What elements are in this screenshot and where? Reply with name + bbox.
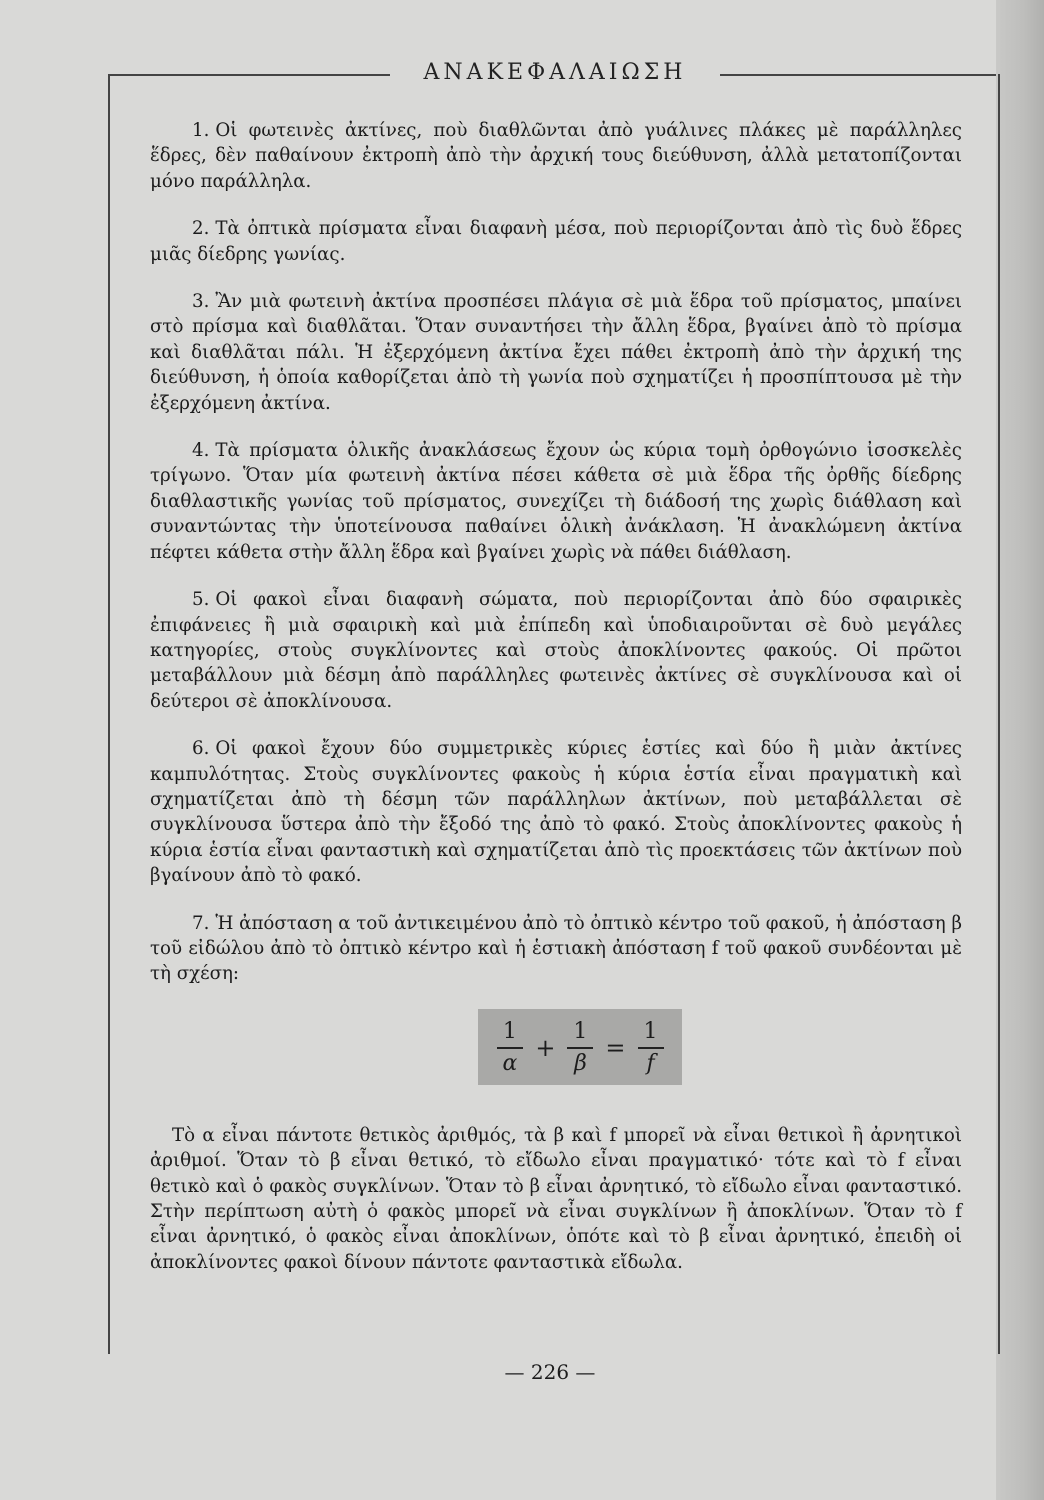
item-text: Τὰ ὀπτικὰ πρίσματα εἶναι διαφανὴ μέσα, ποὺ περιορίζονται ἀπὸ τὶς δυὸ ἕδρες μιᾶς δίεδρης γωνίας. bbox=[150, 218, 962, 265]
item-text: Ἂν μιὰ φωτεινὴ ἀκτίνα προσπέσει πλάγια σὲ μιὰ ἕδρα τοῦ πρίσματος, μπαίνει στὸ πρίσμα καὶ διαθλᾶται. Ὅταν συναντήσει τὴν ἄλλη ἕδρα, βγαίνει ἀπὸ τὸ πρίσμα καὶ διαθλᾶται πάλι. Ἡ ἐξερχόμενη ἀκτίνα ἔχει πάθει ἐκτροπὴ ἀπὸ τὴν ἀρχική της διεύθυνση, ἡ ὁποία καθορίζεται ἀπὸ τὴ γωνία ποὺ σχηματίζει ἡ προσπίπτουσα μὲ τὴν ἐξερχόμενη ἀκτίνα. bbox=[150, 291, 962, 414]
section-heading: ΑΝΑΚΕΦΑΛΑΙΩΣΗ bbox=[423, 60, 687, 85]
summary-item-6 bbox=[150, 736, 962, 888]
frame-top-rule-left bbox=[108, 74, 390, 76]
item-text: Ἡ ἀπόσταση α τοῦ ἀντικειμένου ἀπὸ τὸ ὀπτικὸ κέντρο τοῦ φακοῦ, ἡ ἀπόσταση β τοῦ εἰδώλου ἀπὸ τὸ ὀπτικὸ κέντρο καὶ ἡ ἑστιακὴ ἀπόσταση f τοῦ φακοῦ συνδέονται μὲ τὴ σχέση: bbox=[150, 912, 962, 985]
plus-operator: + bbox=[535, 1033, 556, 1062]
fraction-one-over-alpha bbox=[496, 1019, 523, 1077]
summary-item-1 bbox=[150, 118, 962, 194]
frame-top-rule-right bbox=[720, 74, 996, 76]
numerator: 1 bbox=[497, 1019, 523, 1049]
lens-formula-wrap bbox=[198, 1009, 962, 1085]
numerator: 1 bbox=[567, 1019, 593, 1049]
item-number: 2. bbox=[192, 218, 210, 240]
item-text: Οἱ φακοὶ ἔχουν δύο συμμετρικὲς κύριες ἑστίες καὶ δύο ἢ μιὰν ἀκτίνες καμπυλότητας. Στοὺς συγκλίνοντες φακοὺς ἡ κύρια ἑστία εἶναι πραγματικὴ καὶ σχηματίζεται ἀπὸ τὴ δέσμη τῶν παράλληλων ἀκτίνων, ποὺ μεταβάλλεται σὲ συγκλίνουσα ὕστερα ἀπὸ τὴν ἔξοδό της ἀπὸ τὸ φακό. Στοὺς ἀποκλίνοντες φακοὺς ἡ κύρια ἑστία εἶναι φανταστικὴ καὶ σχηματίζεται ἀπὸ τὶς προεκτάσεις τῶν ἀκτίνων ποὺ βγαίνουν ἀπὸ τὸ φακό. bbox=[150, 738, 962, 887]
summary-content bbox=[150, 118, 962, 1297]
item-number: 4. bbox=[192, 440, 210, 462]
denominator: β bbox=[574, 1050, 587, 1076]
lens-formula bbox=[478, 1009, 681, 1085]
summary-item-3 bbox=[150, 289, 962, 416]
summary-item-2 bbox=[150, 216, 962, 267]
summary-item-7 bbox=[150, 911, 962, 987]
item-text: Τὰ πρίσματα ὁλικῆς ἀνακλάσεως ἔχουν ὡς κύρια τομὴ ὀρθογώνιο ἰσοσκελὲς τρίγωνο. Ὅταν μία φωτεινὴ ἀκτίνα πέσει κάθετα σὲ μιὰ ἕδρα τῆς ὀρθῆς δίεδρης διαθλαστικῆς γωνίας τοῦ πρίσματος, συνεχίζει τὴ διάδοσή της χωρὶς διάθλαση καὶ συναντώντας τὴν ὑποτείνουσα παθαίνει ὁλικὴ ἀνάκλαση. Ἡ ἀνακλώμενη ἀκτίνα πέφτει κάθετα στὴν ἄλλη ἕδρα καὶ βγαίνει χωρὶς νὰ πάθει διάθλαση. bbox=[150, 440, 962, 563]
denominator: α bbox=[502, 1050, 518, 1076]
numerator: 1 bbox=[638, 1019, 664, 1049]
closing-paragraph: Τὸ α εἶναι πάντοτε θετικὸς ἀριθμός, τὰ β καὶ f μπορεῖ νὰ εἶναι θετικοὶ ἢ ἀρνητικοὶ ἀριθμοί. Ὅταν τὸ β εἶναι θετικό, τὸ εἴδωλο εἶναι πραγματικό· τότε καὶ τὸ f εἶναι θετικὸ καὶ ὁ φακὸς συγκλίνων. Ὅταν τὸ β εἶναι ἀρνητικό, τὸ εἴδωλο εἶναι φανταστικό. Στὴν περίπτωση αὐτὴ ὁ φακὸς μπορεῖ νὰ εἶναι συγκλίνων ἢ ἀποκλίνων. Ὅταν τὸ f εἶναι ἀρνητικό, ὁ φακὸς εἶναι ἀποκλίνων, ὁπότε καὶ τὸ β εἶναι ἀρνητικό, ἐπειδὴ οἱ ἀποκλίνοντες φακοὶ δίνουν πάντοτε φανταστικὰ εἴδωλα. bbox=[150, 1124, 962, 1273]
item-number: 6. bbox=[192, 738, 210, 760]
item-text: Οἱ φωτεινὲς ἀκτίνες, ποὺ διαθλῶνται ἀπὸ γυάλινες πλάκες μὲ παράλληλες ἕδρες, δὲν παθαίνουν ἐκτροπὴ ἀπὸ τὴν ἀρχική τους διεύθυνση, ἀλλὰ μετατοπίζονται μόνο παράλληλα. bbox=[150, 120, 962, 192]
adjacent-page-edge bbox=[996, 0, 1044, 1500]
summary-item-4 bbox=[150, 438, 962, 565]
item-number: 1. bbox=[192, 120, 210, 141]
item-number: 3. bbox=[192, 291, 210, 313]
item-number: 5. bbox=[192, 589, 210, 611]
equals-operator: = bbox=[605, 1033, 626, 1062]
summary-item-5 bbox=[150, 587, 962, 714]
page-number: — 226 — bbox=[504, 1360, 596, 1384]
fraction-one-over-f bbox=[638, 1019, 664, 1077]
fraction-one-over-beta bbox=[567, 1019, 593, 1077]
item-text: Οἱ φακοὶ εἶναι διαφανὴ σώματα, ποὺ περιορίζονται ἀπὸ δύο σφαιρικὲς ἐπιφάνειες ἢ μιὰ σφαιρικὴ καὶ μιὰ ἐπίπεδη καὶ ὑποδιαιροῦνται σὲ δυὸ μεγάλες κατηγορίες, στοὺς συγκλίνοντες καὶ στοὺς ἀποκλίνοντες φακούς. Οἱ πρῶτοι μεταβάλλουν μιὰ δέσμη ἀπὸ παράλληλες φωτεινὲς ἀκτίνες σὲ συγκλίνουσα καὶ οἱ δεύτεροι σὲ ἀποκλίνουσα. bbox=[150, 589, 962, 712]
item-number: 7. bbox=[192, 912, 210, 934]
denominator: f bbox=[646, 1050, 655, 1076]
